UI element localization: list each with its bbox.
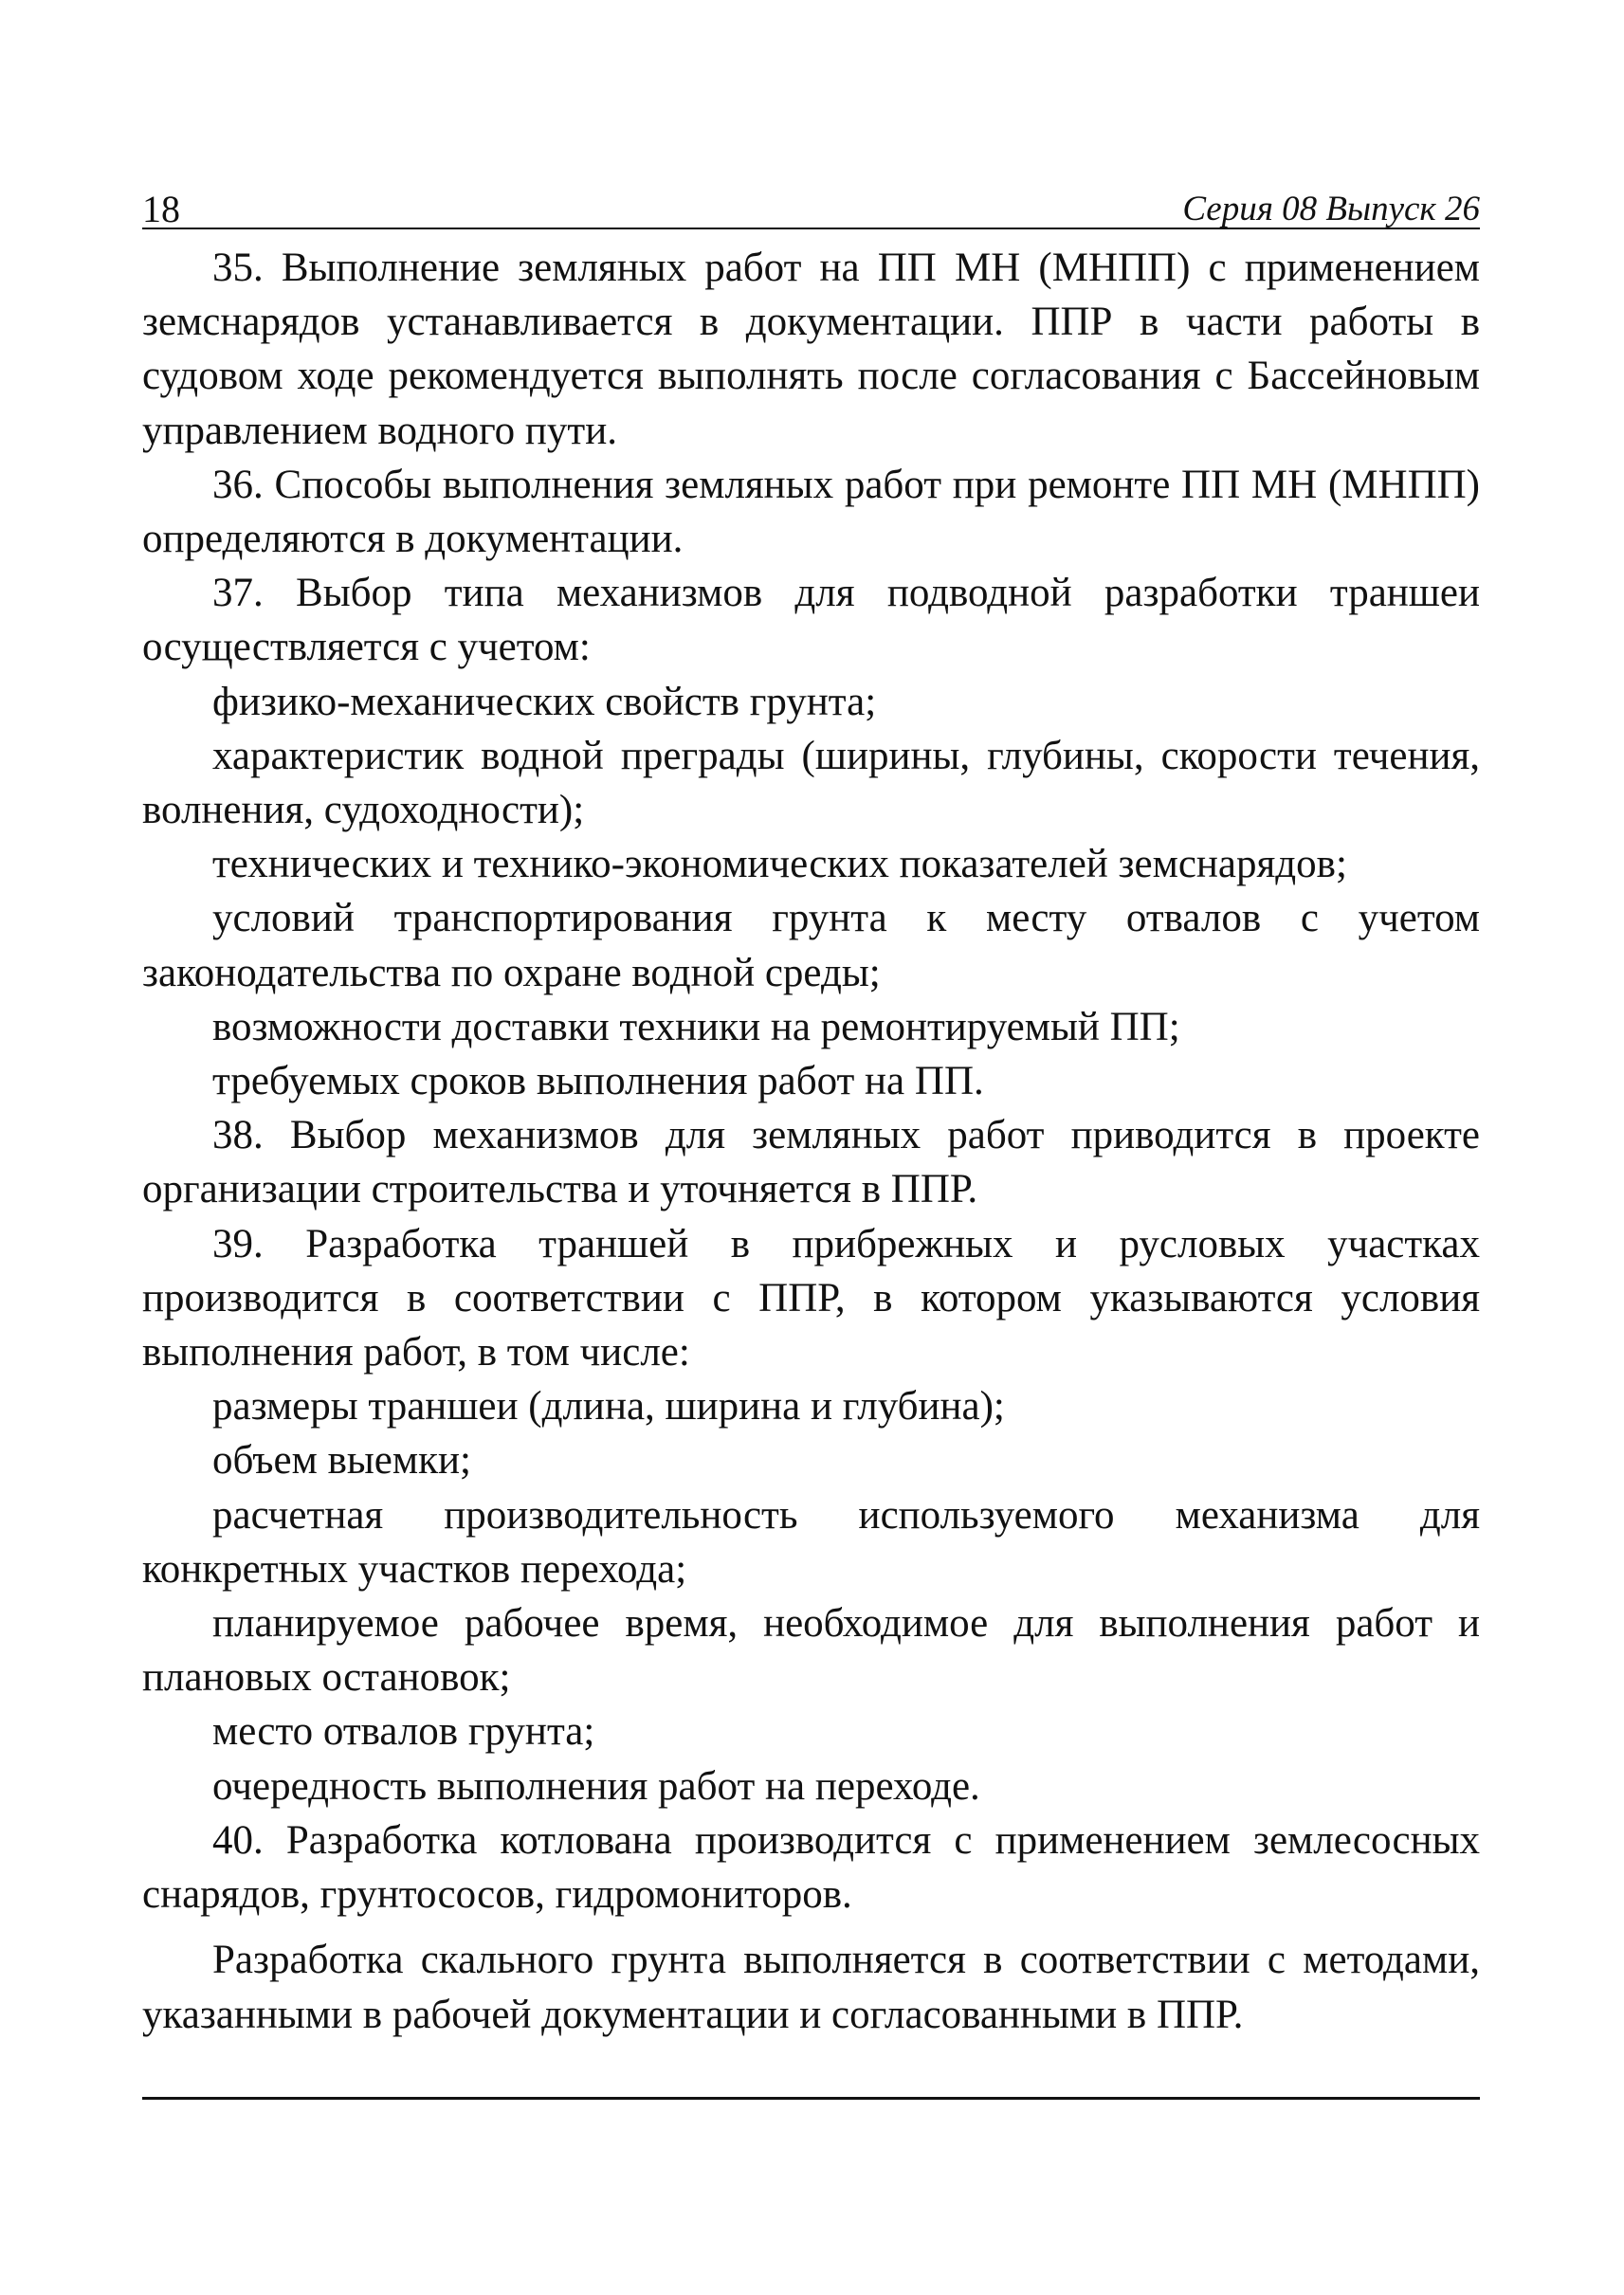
list-item: возможности доставки техники на ремонтируемый ПП;: [212, 1004, 1180, 1049]
page-number: 18: [142, 188, 180, 230]
paragraph-rock-excavation: Разработка скального грунта выполняется в соответствии с методами, указанными в рабочей документации и согласованными в ППР.: [142, 1938, 1480, 2037]
list-item: объем выемки;: [212, 1438, 471, 1484]
paragraph-35: 35. Выполнение земляных работ на ПП МН (МНПП) с применением земснарядов устанавливается в документации. ППР в части работы в судовом ходе рекомендуется выполнять после согласования с Бассейновым управлением водного пути.: [142, 246, 1480, 453]
paragraph-40: 40. Разработка котлована производится с применением землесосных снарядов, грунтососов, гидромониторов.: [142, 1817, 1480, 1918]
header-rule: [142, 228, 1480, 229]
list-item: физико-механических свойств грунта;: [212, 679, 877, 724]
list-item: место отвалов грунта;: [212, 1709, 595, 1755]
list-item: очередность выполнения работ на переходе.: [212, 1763, 980, 1809]
list-item: условий транспортирования грунта к месту отвалов с учетом законодательства по охране водной среды;: [142, 896, 1480, 995]
paragraph-39: 39. Разработка траншей в прибрежных и русловых участках производится в соответствии с ППР, в котором указываются условия выполнения работ, в том числе:: [142, 1221, 1480, 1375]
list-item: технических и технико-экономических показателей земснарядов;: [212, 842, 1347, 887]
list-item: требуемых сроков выполнения работ на ПП.: [212, 1059, 984, 1104]
series-header: Серия 08 Выпуск 26: [1182, 190, 1480, 228]
paragraph-37: 37. Выбор типа механизмов для подводной разработки траншеи осуществляется с учетом:: [142, 571, 1480, 670]
paragraph-38: 38. Выбор механизмов для земляных работ приводится в проекте организации строительства и уточняется в ППР.: [142, 1113, 1480, 1212]
list-item: расчетная производительность используемого механизма для конкретных участков перехода;: [142, 1492, 1480, 1592]
list-item: характеристик водной преграды (ширины, глубины, скорости течения, волнения, судоходности);: [142, 733, 1480, 833]
paragraph-36: 36. Способы выполнения земляных работ при ремонте ПП МН (МНПП) определяются в документации.: [142, 462, 1480, 562]
document-body: [142, 241, 1480, 2042]
footer-rule: [142, 2097, 1480, 2100]
list-item: планируемое рабочее время, необходимое для выполнения работ и плановых остановок;: [142, 1601, 1480, 1701]
list-item: размеры траншеи (длина, ширина и глубина);: [212, 1384, 1005, 1430]
